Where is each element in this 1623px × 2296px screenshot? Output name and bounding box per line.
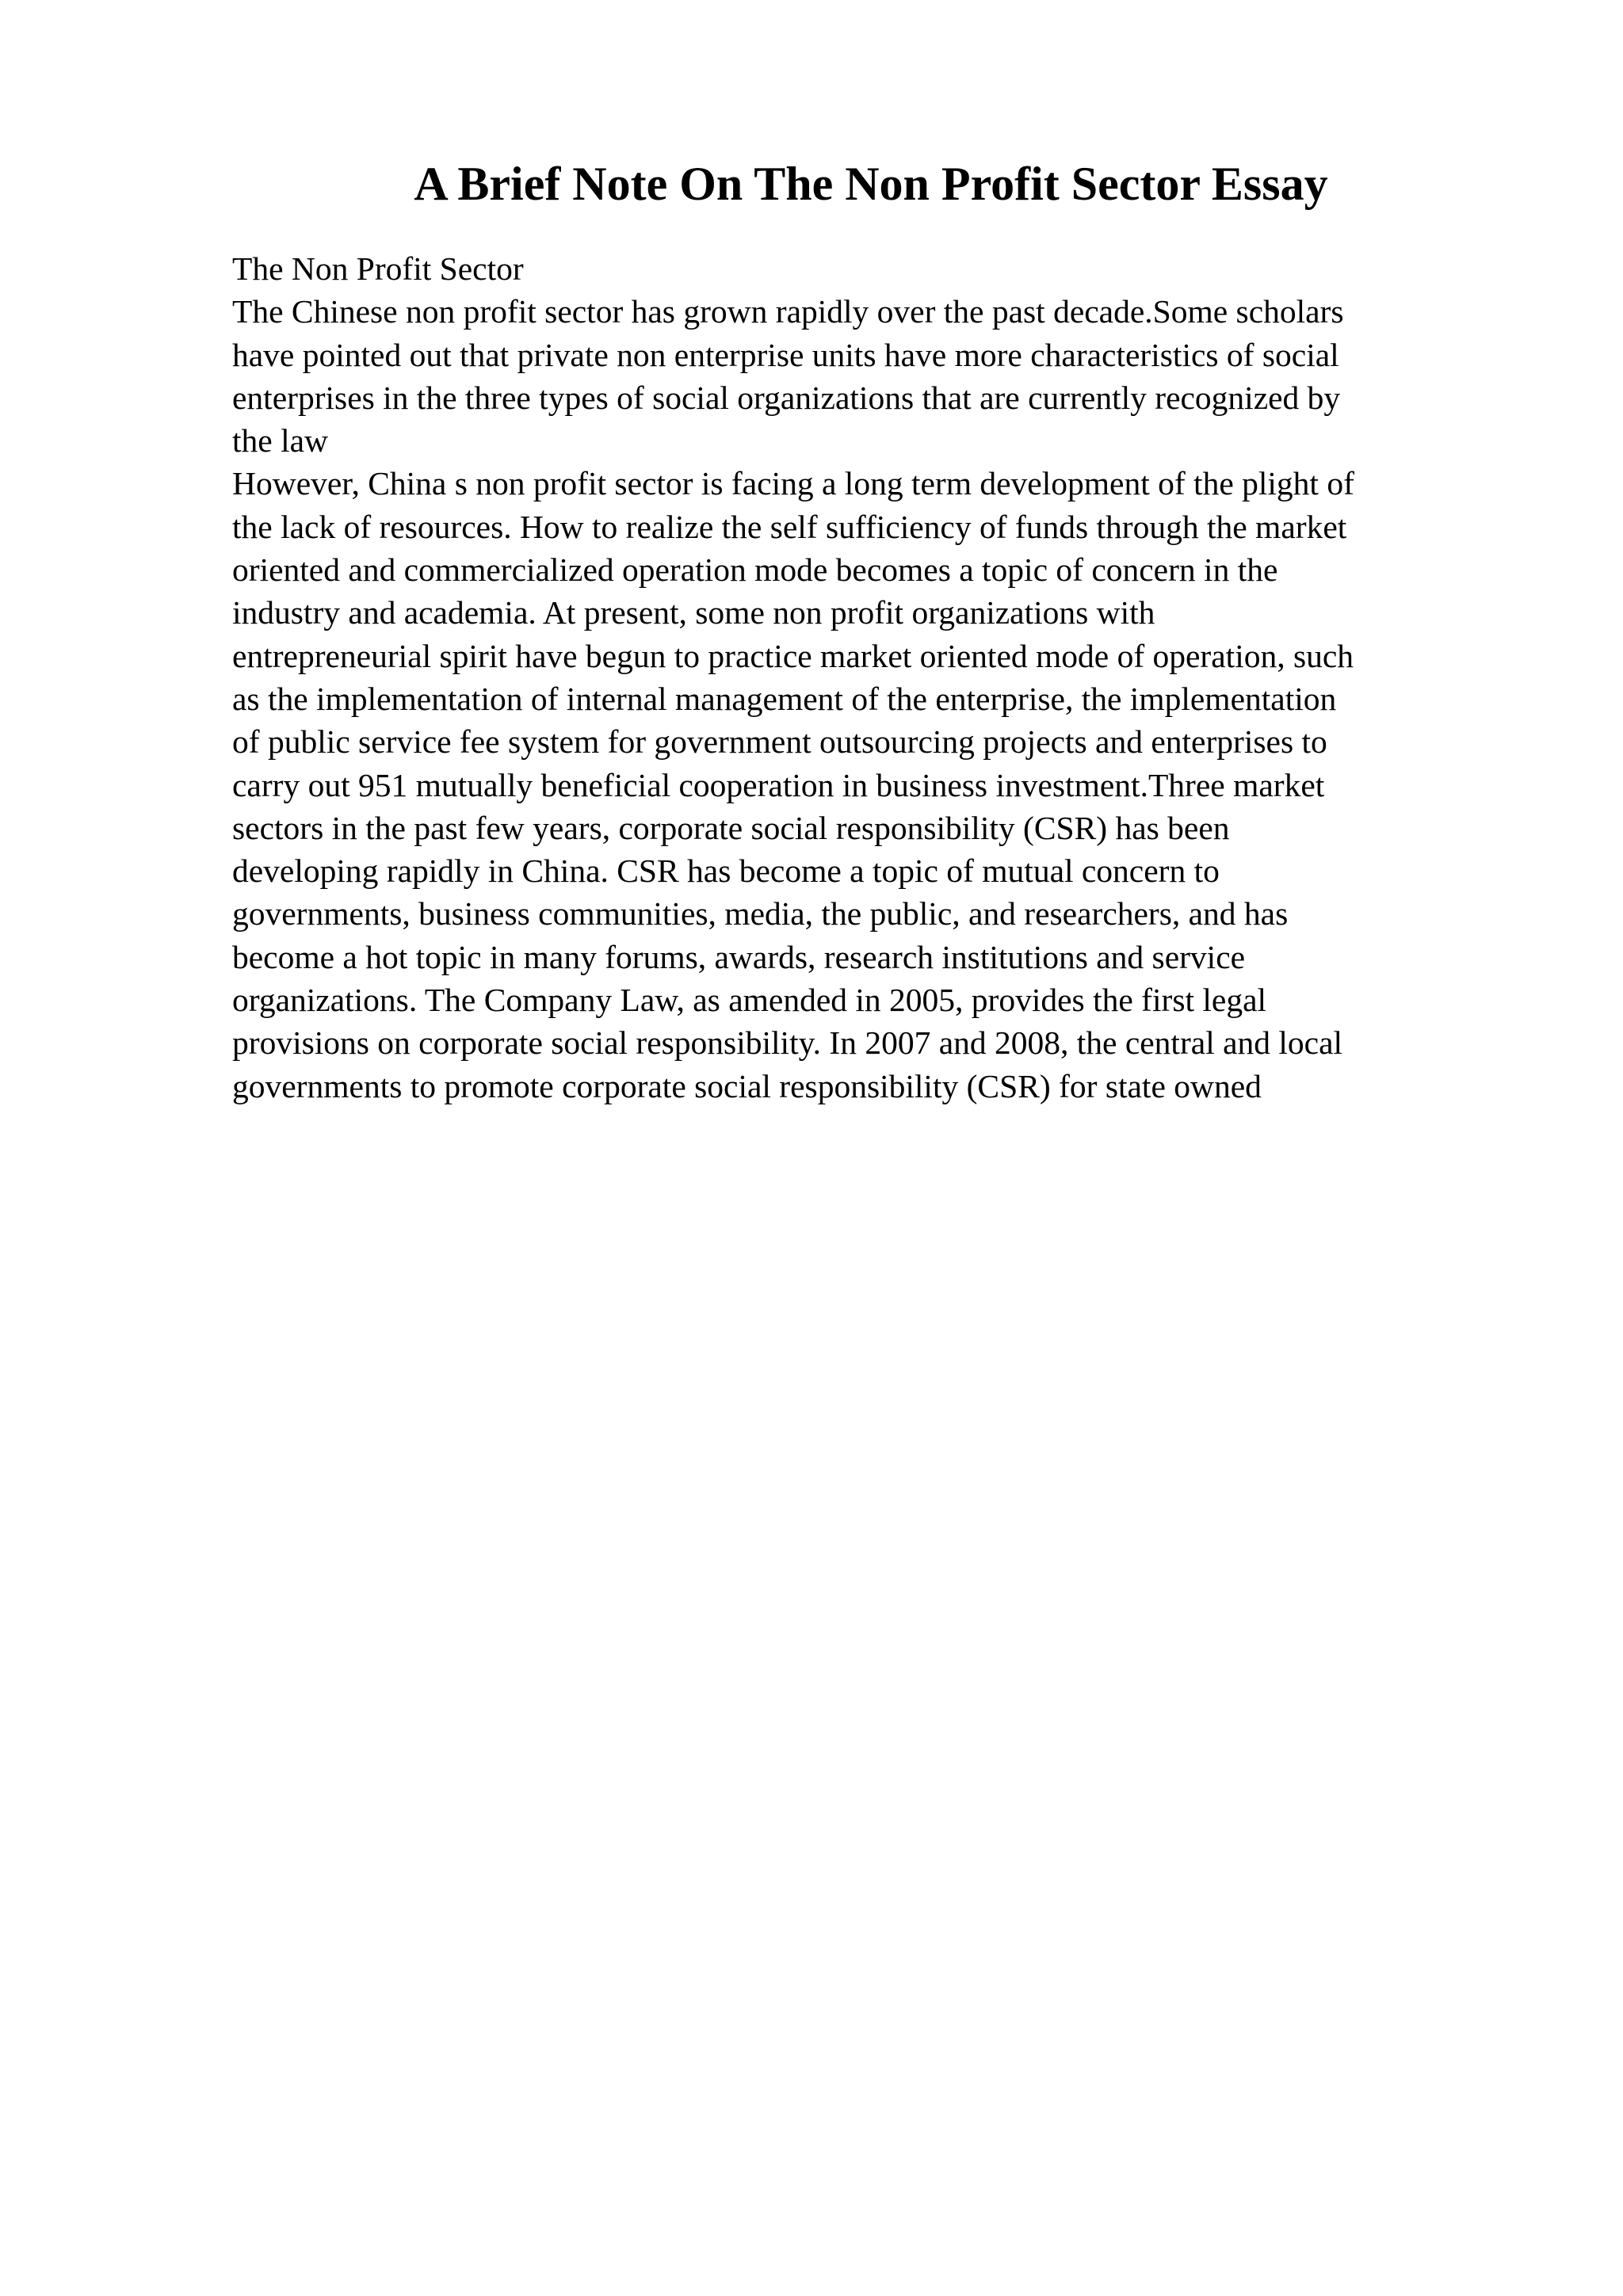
text-line: provisions on corporate social responsibility. In 2007 and 2008, the central and local	[232, 1024, 1343, 1062]
text-line: developing rapidly in China. CSR has become a topic of mutual concern to	[232, 852, 1220, 890]
text-line: entrepreneurial spirit have begun to practice market oriented mode of operation, such	[232, 637, 1354, 674]
text-line: oriented and commercialized operation mode becomes a topic of concern in the	[232, 551, 1278, 589]
text-line: governments, business communities, media, the public, and researchers, and has	[232, 895, 1289, 933]
text-line: become a hot topic in many forums, awards, research institutions and service	[232, 938, 1246, 975]
text-line: organizations. The Company Law, as amended in 2005, provides the first legal	[232, 982, 1267, 1019]
text-line: industry and academia. At present, some non profit organizations with	[232, 594, 1155, 631]
text-line: have pointed out that private non enterprise units have more characteristics of social	[232, 336, 1339, 373]
text-line: the lack of resources. How to realize the self sufficiency of funds through the market	[232, 508, 1347, 545]
text-line: carry out 951 mutually beneficial cooperation in business investment.Three market	[232, 766, 1325, 803]
section-heading: The Non Profit Sector	[232, 250, 524, 287]
text-line: The Chinese non profit sector has grown rapidly over the past decade.Some scholars	[232, 293, 1344, 330]
text-line: enterprises in the three types of social organizations that are currently recognized by	[232, 379, 1341, 416]
text-line: However, China s non profit sector is facing a long term development of the plight of	[232, 465, 1354, 502]
text-line: of public service fee system for government outsourcing projects and enterprises to	[232, 723, 1327, 761]
text-line: governments to promote corporate social responsibility (CSR) for state owned	[232, 1067, 1262, 1104]
text-line: the law	[232, 422, 328, 460]
text-line: as the implementation of internal management of the enterprise, the implementation	[232, 680, 1337, 717]
document-title: A Brief Note On The Non Profit Sector Essay	[414, 158, 1328, 210]
document-body	[232, 247, 1595, 1108]
text-line: sectors in the past few years, corporate social responsibility (CSR) has been	[232, 809, 1230, 846]
